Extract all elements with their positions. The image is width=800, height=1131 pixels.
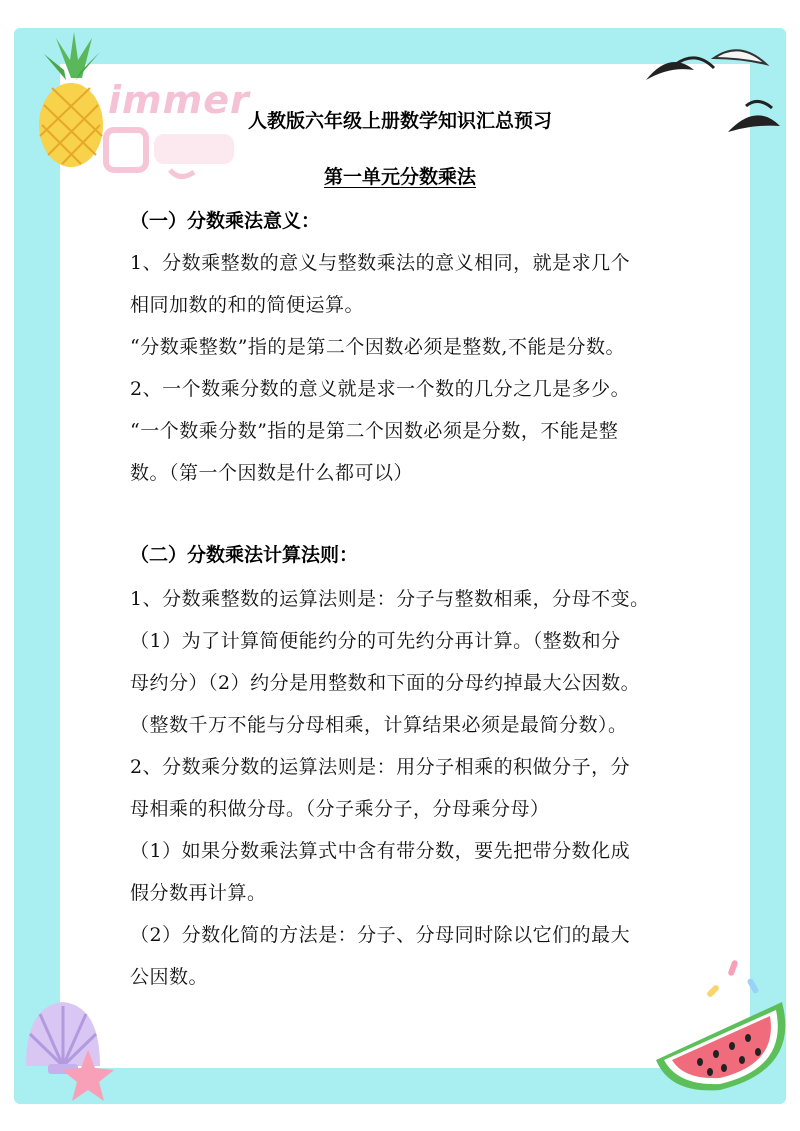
document-title: 人教版六年级上册数学知识汇总预习 bbox=[247, 110, 552, 132]
text-line: 2、分数乘分数的运算法则是：用分子相乘的积做分子，分 bbox=[130, 756, 631, 778]
starfish-icon bbox=[58, 1046, 118, 1106]
text-line: 母相乘的积做分母。（分子乘分子，分母乘分母） bbox=[130, 798, 550, 820]
text-line: （1）为了计算简便能约分的可先约分再计算。（整数和分 bbox=[130, 630, 621, 652]
text-line: “一个数乘分数”指的是第二个因数必须是分数，不能是整 bbox=[130, 420, 619, 442]
text-line: 母约分）（2）约分是用整数和下面的分母约掉最大公因数。 bbox=[130, 672, 641, 694]
unit-title: 第一单元分数乘法 bbox=[323, 166, 476, 188]
text-line: 1、分数乘整数的运算法则是：分子与整数相乘，分母不变。 bbox=[130, 588, 650, 610]
text-line: 数。（第一个因数是什么都可以） bbox=[130, 462, 414, 484]
text-line: 假分数再计算。 bbox=[130, 882, 267, 904]
summer-logo: immer bbox=[100, 78, 250, 188]
confetti-decoration bbox=[690, 950, 780, 1010]
text-line: （2）分数化简的方法是：分子、分母同时除以它们的最大 bbox=[130, 924, 631, 946]
text-line: （整数千万不能与分母相乘，计算结果必须是最简分数）。 bbox=[130, 714, 628, 736]
text-line: 相同加数的和的简便运算。 bbox=[130, 294, 365, 316]
text-line: 1、分数乘整数的意义与整数乘法的意义相同，就是求几个 bbox=[130, 252, 631, 274]
text-line: 公因数。 bbox=[130, 966, 209, 988]
text-line: （1）如果分数乘法算式中含有带分数，要先把带分数化成 bbox=[130, 840, 631, 862]
text-line: 2、一个数乘分数的意义就是求一个数的几分之几是多少。 bbox=[130, 378, 631, 400]
seagull-icon bbox=[636, 36, 796, 166]
text-line: “分数乘整数”指的是第二个因数必须是整数,不能是分数。 bbox=[130, 336, 625, 358]
section-heading: （二）分数乘法计算法则： bbox=[130, 544, 359, 566]
section-heading: （一）分数乘法意义： bbox=[130, 210, 321, 232]
